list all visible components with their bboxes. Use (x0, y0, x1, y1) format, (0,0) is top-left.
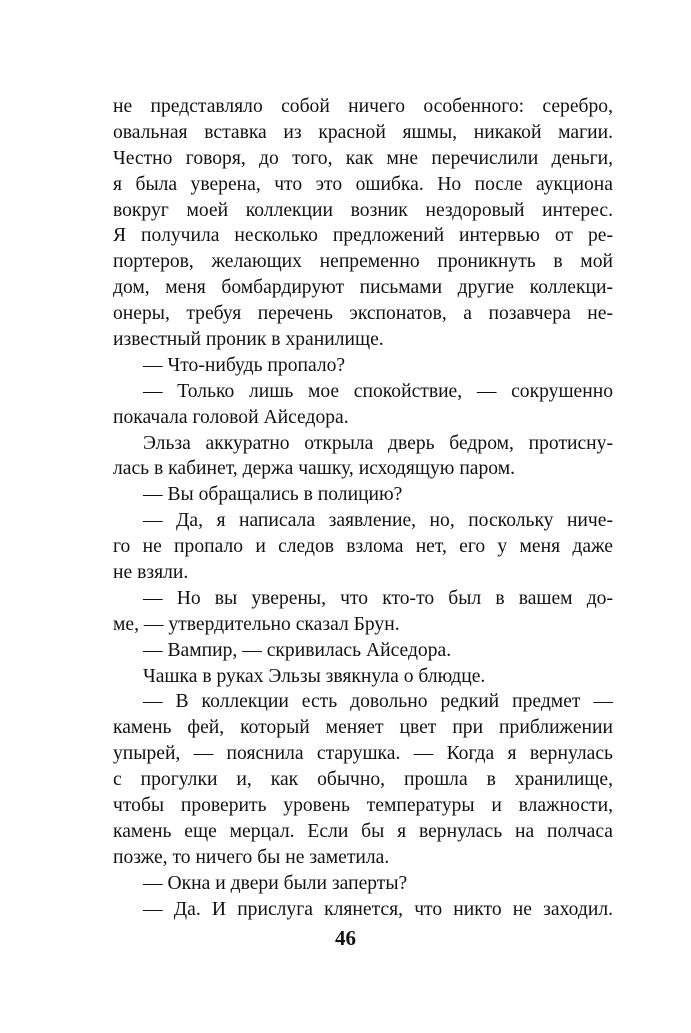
text-line: не представляло собой ничего особенного: серебро, (113, 96, 613, 117)
text-line: упырей, — пояснила старушка. — Когда я вернулась (113, 743, 613, 765)
text-line: камень еще мерцал. Если бы я вернулась на полчаса (113, 820, 613, 842)
text-line: чтобы проверить уровень температуры и влажности, (113, 795, 613, 817)
text-line: Я получила несколько предложений интервью от ре- (113, 225, 613, 247)
text-line: — Но вы уверены, что кто-то был в вашем до- (143, 587, 613, 609)
text-line: известный проник в хранилище. (113, 329, 384, 351)
text-line: — Вампир, — скривилась Айседора. (143, 639, 452, 661)
text-line: — Да. И прислуга клянется, что никто не заходил. (143, 898, 613, 920)
text-line: го не пропало и следов взлома нет, его у меня даже (113, 536, 613, 558)
body-text (113, 94, 613, 923)
text-line: вокруг моей коллекции возник нездоровый интерес. (113, 199, 613, 221)
text-line: Чашка в руках Эльзы звякнула о блюдце. (143, 665, 486, 687)
text-line: лась в кабинет, держа чашку, исходящую паром. (113, 458, 516, 480)
text-line: ме, — утвердительно сказал Брун. (113, 613, 400, 635)
text-line: — Вы обращались в полицию? (143, 484, 403, 506)
text-line: — Только лишь мое спокойствие, — сокрушенно (143, 380, 613, 402)
text-line: с прогулки и, как обычно, прошла в хранилище, (113, 769, 613, 791)
text-line: Эльза аккуратно открыла дверь бедром, протисну- (143, 432, 613, 454)
text-line: камень фей, который меняет цвет при приближении (113, 717, 613, 739)
text-line: онеры, требуя перечень экспонатов, а позавчера не- (113, 303, 613, 325)
text-line: овальная вставка из красной яшмы, никакой магии. (113, 121, 613, 143)
text-line: позже, то ничего бы не заметила. (113, 846, 390, 868)
text-line: дом, меня бомбардируют письмами другие коллекци- (113, 277, 613, 299)
text-line: — Окна и двери были заперты? (143, 872, 408, 894)
text-line: — В коллекции есть довольно редкий предмет — (143, 691, 613, 713)
text-line: портеров, желающих непременно проникнуть в мой (113, 251, 613, 273)
page-number: 46 (335, 926, 356, 950)
text-line: — Да, я написала заявление, но, поскольку ниче- (143, 510, 613, 532)
text-line: покачала головой Айседора. (113, 406, 349, 428)
text-line: не взяли. (113, 562, 189, 584)
text-line: Честно говоря, до того, как мне перечислили деньги, (113, 147, 613, 169)
text-line: — Что-нибудь пропало? (143, 354, 346, 376)
text-line: я была уверена, что это ошибка. Но после аукциона (113, 173, 613, 195)
